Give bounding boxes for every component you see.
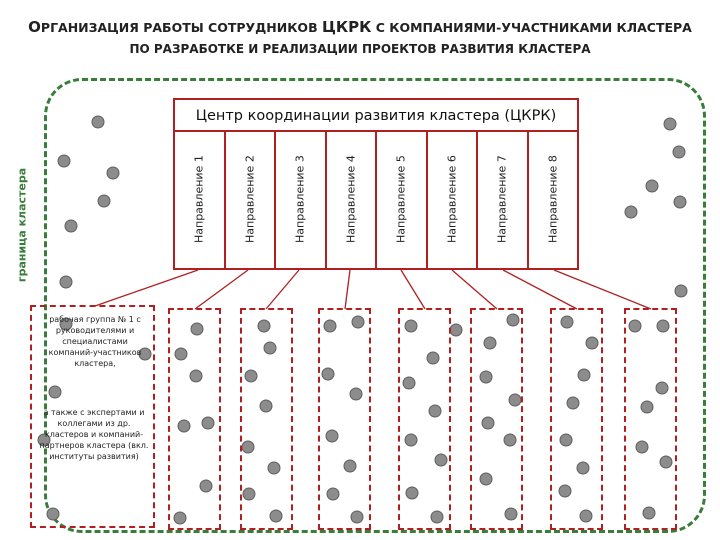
- connector-lines: [95, 270, 651, 309]
- company-dot-1: [92, 116, 104, 128]
- connector-line-6: [452, 270, 497, 309]
- company-dot-7: [664, 118, 676, 130]
- direction-4: [327, 130, 378, 268]
- connector-line-1: [95, 270, 198, 306]
- direction-8: [529, 130, 578, 268]
- company-dot-10: [674, 196, 686, 208]
- connector-line-3: [266, 270, 299, 309]
- direction-2: [226, 130, 277, 268]
- company-dot-12: [675, 285, 687, 297]
- company-dot-9: [646, 180, 658, 192]
- working-group-5: [398, 308, 451, 530]
- direction-6-label: Направление 6: [445, 155, 459, 243]
- page-title-line2: ПО РАЗРАБОТКЕ И РЕАЛИЗАЦИИ ПРОЕКТОВ РАЗВИТИЯ КЛАСТЕРА: [129, 42, 591, 56]
- working-group-4: [318, 308, 371, 530]
- direction-1-label: Направление 1: [192, 155, 206, 243]
- working-group-7: [550, 308, 603, 530]
- company-dot-8: [673, 146, 685, 158]
- direction-7-label: Направление 7: [495, 155, 509, 243]
- direction-8-label: Направление 8: [546, 155, 560, 243]
- direction-5: [377, 130, 428, 268]
- working-group-3: [240, 308, 293, 530]
- working-group-1-text-bottom: а также с экспертами и коллегами из др. кластеров и компаний-партнеров кластера (вкл. институты развития): [39, 408, 149, 461]
- title-abbrev: ЦКРК: [321, 18, 372, 36]
- cluster-boundary-label-text: граница кластера: [15, 167, 29, 283]
- company-dot-3: [107, 167, 119, 179]
- working-group-6: [470, 308, 523, 530]
- company-dot-6: [60, 276, 72, 288]
- direction-1: [175, 130, 226, 268]
- connector-line-4: [345, 270, 350, 309]
- working-group-8: [624, 308, 677, 530]
- title-part1: РГАНИЗАЦИЯ РАБОТЫ СОТРУДНИКОВ: [40, 20, 322, 35]
- title-part2: С КОМПАНИЯМИ-УЧАСТНИКАМИ КЛАСТЕРА: [371, 20, 692, 35]
- connector-line-7: [503, 270, 577, 309]
- direction-6: [428, 130, 479, 268]
- connector-line-8: [554, 270, 651, 309]
- company-dot-5: [65, 220, 77, 232]
- company-dot-11: [625, 206, 637, 218]
- title-first-letter: О: [28, 18, 41, 36]
- coordination-center-title: Центр координации развития кластера (ЦКРК): [195, 108, 557, 124]
- company-dot-4: [98, 195, 110, 207]
- connector-line-5: [401, 270, 425, 309]
- company-dot-2: [58, 155, 70, 167]
- direction-2-label: Направление 2: [243, 155, 257, 243]
- company-dot-42: [450, 324, 462, 336]
- connector-line-2: [195, 270, 248, 309]
- working-group-2: [168, 308, 221, 530]
- direction-5-label: Направление 5: [394, 155, 408, 243]
- coordination-center-box: [173, 98, 579, 270]
- directions-row: [175, 130, 577, 268]
- working-group-1-text-top: рабочая группа № 1 с руководителями и специалистами компаний-участников кластера,: [48, 315, 142, 368]
- direction-7: [478, 130, 529, 268]
- direction-4-label: Направление 4: [344, 155, 358, 243]
- direction-3-label: Направление 3: [293, 155, 307, 243]
- direction-3: [276, 130, 327, 268]
